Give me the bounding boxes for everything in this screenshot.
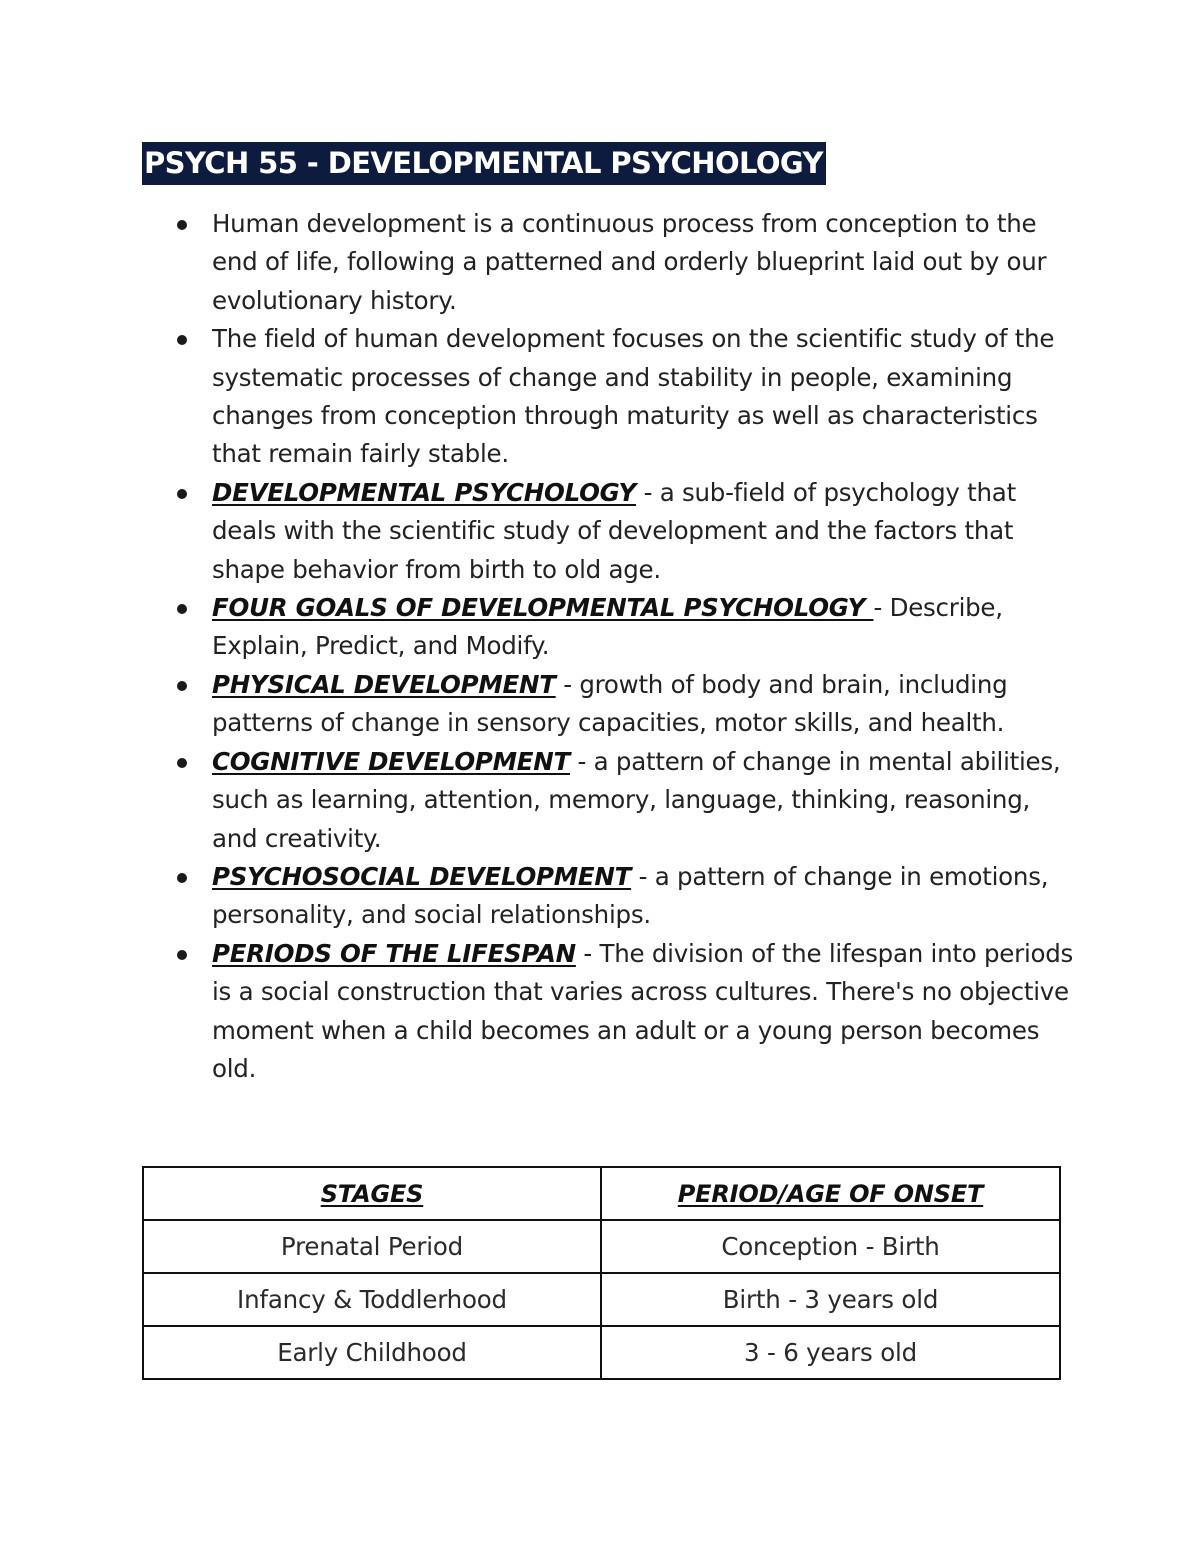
bullet-item (177, 858, 1077, 935)
bullet-item (177, 935, 1077, 1089)
bullet-term: PERIODS OF THE LIFESPAN (212, 938, 576, 968)
bullet-text: Human development is a continuous process from conception to the end of life, following a patterned and orderly blueprint laid out by our evolutionary history. (212, 209, 1047, 315)
table-row (143, 1273, 1060, 1326)
table-cell-stage: Infancy & Toddlerhood (143, 1273, 601, 1326)
bullet-text: - a sub-field of psychology that deals with the scientific study of development and the factors that shape behavior from birth to old age. (212, 477, 1016, 584)
notes-bullet-list (177, 205, 1077, 1088)
bullet-text: - a pattern of change in emotions, personality, and social relationships. (212, 861, 1049, 930)
bullet-item (177, 743, 1077, 858)
bullet-dot-icon (177, 681, 187, 691)
bullet-item (177, 205, 1077, 320)
bullet-dot-icon (177, 489, 187, 499)
bullet-dot-icon (177, 335, 187, 345)
bullet-term: FOUR GOALS OF DEVELOPMENTAL PSYCHOLOGY (212, 593, 874, 623)
bullet-item (177, 320, 1077, 474)
table-cell-onset: Conception - Birth (601, 1220, 1060, 1273)
bullet-term: DEVELOPMENTAL PSYCHOLOGY (212, 477, 637, 507)
bullet-text: - Describe, Explain, Predict, and Modify. (212, 593, 1003, 661)
bullet-term: PSYCHOSOCIAL DEVELOPMENT (212, 861, 632, 891)
bullet-text: - growth of body and brain, including patterns of change in sensory capacities, motor skills, and health. (212, 669, 1008, 738)
page-title: PSYCH 55 - DEVELOPMENTAL PSYCHOLOGY (142, 142, 826, 185)
table-cell-stage: Early Childhood (143, 1326, 601, 1379)
table-cell-onset: Birth - 3 years old (601, 1273, 1060, 1326)
table-cell-onset: 3 - 6 years old (601, 1326, 1060, 1379)
bullet-text: The field of human development focuses on the scientific study of the systematic processes of change and stability in people, examining changes from conception through maturity as well as characteristics that remain fairly stable. (212, 324, 1055, 469)
table-cell-stage: Prenatal Period (143, 1220, 601, 1273)
table-header-row (143, 1167, 1060, 1220)
bullet-item (177, 589, 1077, 666)
bullet-dot-icon (177, 758, 187, 768)
bullet-dot-icon (177, 873, 187, 883)
bullet-text: - a pattern of change in mental abilities, such as learning, attention, memory, language, thinking, reasoning, and creativity. (212, 746, 1061, 853)
table-row (143, 1326, 1060, 1379)
bullet-text: - The division of the lifespan into periods is a social construction that varies across cultures. There's no objective moment when a child becomes an adult or a young person becomes old. (212, 938, 1074, 1083)
bullet-term: PHYSICAL DEVELOPMENT (212, 669, 556, 699)
bullet-item (177, 666, 1077, 743)
bullet-dot-icon (177, 604, 187, 614)
table-header-period: PERIOD/AGE OF ONSET (601, 1167, 1060, 1220)
bullet-dot-icon (177, 220, 187, 230)
bullet-dot-icon (177, 950, 187, 960)
bullet-term: COGNITIVE DEVELOPMENT (212, 746, 570, 776)
stages-table (142, 1166, 1061, 1380)
bullet-item (177, 474, 1077, 589)
table-header-stages: STAGES (143, 1167, 601, 1220)
table-row (143, 1220, 1060, 1273)
